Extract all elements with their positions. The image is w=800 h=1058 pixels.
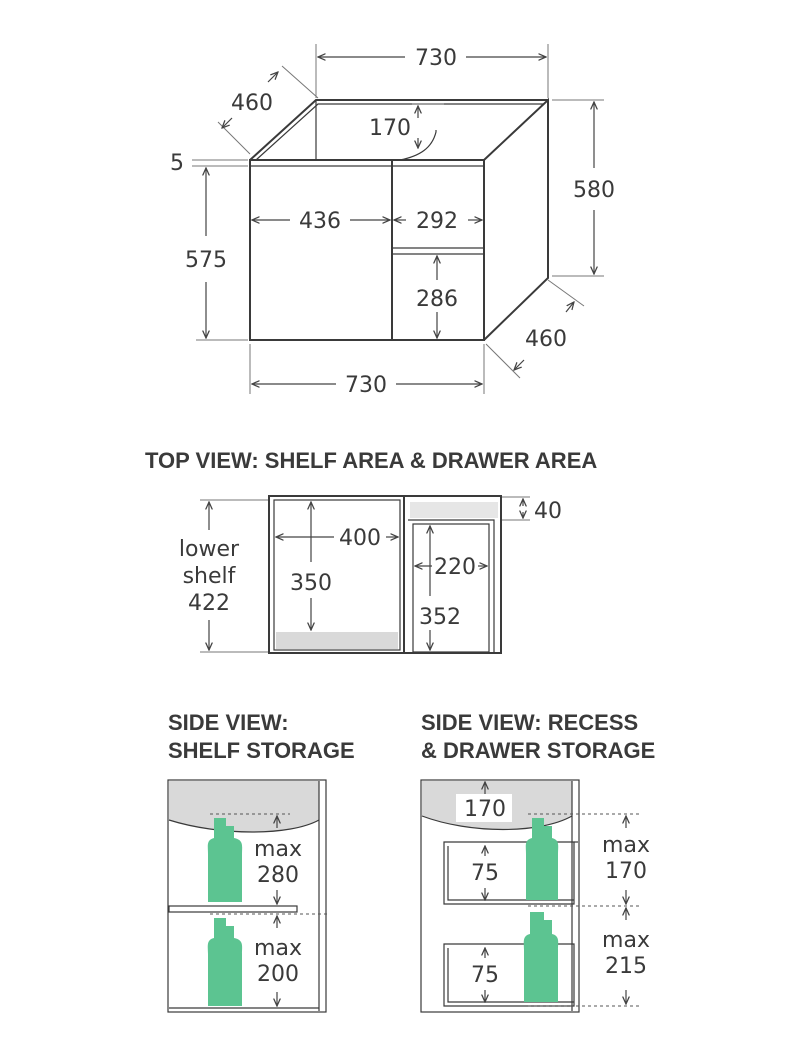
drawer-lower-max-label: max xyxy=(602,928,650,953)
top-view xyxy=(145,448,597,653)
front-height-label: 575 xyxy=(185,248,227,273)
side-drawer-heading-2: & DRAWER STORAGE xyxy=(421,738,656,763)
shelf-board xyxy=(169,906,297,912)
side-drawer-heading-1: SIDE VIEW: RECESS xyxy=(421,710,639,735)
top-width-label: 730 xyxy=(415,46,457,71)
drawer-upper-max-value: 170 xyxy=(605,859,647,884)
lower-shelf-value: 422 xyxy=(188,591,230,616)
lower-shelf-label-1: lower xyxy=(178,537,240,562)
drawer-upper-max-label: max xyxy=(602,833,650,858)
bottle-drawer-1-icon xyxy=(526,818,558,900)
top-depth-label: 460 xyxy=(231,91,273,116)
shelf-lower-max-label: max xyxy=(254,936,302,961)
drawer-front-label: 40 xyxy=(534,499,562,524)
bottom-width-label: 730 xyxy=(345,373,387,398)
drawer-width-label: 292 xyxy=(416,209,458,234)
top-thickness-label: 5 xyxy=(170,151,184,176)
front-view xyxy=(170,44,615,398)
cabinet-side-face xyxy=(484,100,548,340)
basin-shade xyxy=(169,781,319,832)
shelf-width-label: 400 xyxy=(339,526,381,551)
drawer-box xyxy=(413,524,489,652)
shelf-lower-max-value: 200 xyxy=(257,962,299,987)
lower-shelf-label-2: shelf xyxy=(182,564,236,589)
side-height-label: 580 xyxy=(573,178,615,203)
side-view-drawer xyxy=(421,710,655,1012)
bottle-drawer-2-icon xyxy=(524,912,558,1002)
shelf-upper-max-label: max xyxy=(254,837,302,862)
drawer-2-inner-label: 75 xyxy=(471,963,499,988)
side-shelf-heading-2: SHELF STORAGE xyxy=(168,738,355,763)
recess-label: 170 xyxy=(464,797,506,822)
side-shelf-heading-1: SIDE VIEW: xyxy=(168,710,289,735)
basin-depth-label: 170 xyxy=(369,116,411,141)
cabinet-front-face xyxy=(250,160,484,340)
door-width-label: 436 xyxy=(299,209,341,234)
top-view-heading: TOP VIEW: SHELF AREA & DRAWER AREA xyxy=(145,448,598,473)
shelf-depth-label: 350 xyxy=(290,571,332,596)
drawer-inner-width-label: 220 xyxy=(434,555,476,580)
bottom-depth-label: 460 xyxy=(525,327,567,352)
drawer-height-label: 286 xyxy=(416,287,458,312)
shelf-upper-max-value: 280 xyxy=(257,863,299,888)
drawer-inner-depth-label: 352 xyxy=(419,605,461,630)
drawer-lower-max-value: 215 xyxy=(605,954,647,979)
bottle-lower-icon xyxy=(208,918,242,1006)
drawer-1-inner-label: 75 xyxy=(471,861,499,886)
lower-shelf-strip xyxy=(276,632,398,649)
side-view-shelf xyxy=(168,710,355,1012)
